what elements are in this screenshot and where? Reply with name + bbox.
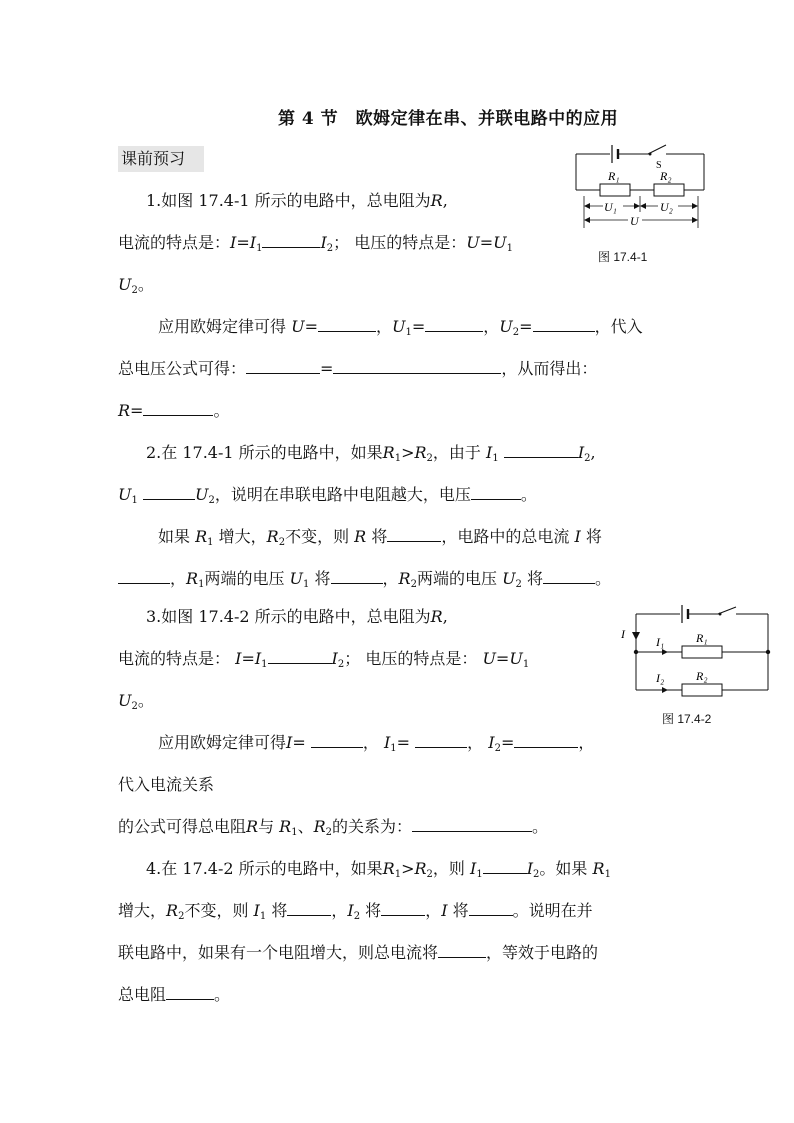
q1-line-5: 总电压公式可得： = ，从而得出： — [118, 359, 598, 378]
q3-line-4: 应用欧姆定律可得I= ， $I_1=$ ， $I_2=$ ， — [158, 733, 595, 754]
switch-blade — [648, 145, 666, 154]
resistor-r2 — [682, 684, 722, 696]
label-r1: R₁ — [608, 169, 620, 183]
q1-line-2: 电流的特点是：$I=I_1$ $I_2$； 电压的特点是：$U=U_1$ — [118, 233, 513, 254]
label-r1: R₁ — [696, 631, 708, 645]
q4-line-3: 联电路中，如果有一个电阻增大，则总电流将 ，等效于电路的 — [118, 943, 599, 962]
q4-line-1: 4.在 17.4-2 所示的电路中，如果$R_1>R_2$，则 $I_1$ $I_2$。如果 $R_1$ — [146, 859, 611, 880]
label-i2: I₂ — [656, 671, 665, 685]
q3-blank-current[interactable] — [268, 649, 332, 664]
label-i: I — [621, 627, 625, 641]
q2-blank-i[interactable] — [504, 443, 578, 458]
label-r2: R₂ — [660, 169, 672, 183]
q2-blank-r[interactable] — [387, 527, 441, 542]
q3-line-1: 3.如图 17.4-2 所示的电路中，总电阻为R, — [146, 607, 448, 626]
q3-blank-i[interactable] — [311, 733, 363, 748]
q4-blank-compare[interactable] — [483, 859, 527, 874]
q1-blank-total-right[interactable] — [333, 359, 501, 374]
q4-blank-total-current[interactable] — [438, 943, 486, 958]
switch-label: S — [656, 160, 662, 171]
q2-line-4: ，$R_1$两端的电压 $U_1$ 将 ，$R_2$两端的电压 $U_2$ 将 。 — [118, 568, 611, 596]
resistor-r1 — [682, 646, 722, 658]
q3-blank-i1[interactable] — [415, 733, 467, 748]
q4-blank-i[interactable] — [469, 901, 513, 916]
q1-line-4: 应用欧姆定律可得 U= ，$U_1=$ ，$U_2=$ ，代入 — [158, 317, 643, 338]
q3-line-2: 电流的特点是： $I=I_1$ $I_2$； 电压的特点是： $U=U_1$ — [118, 649, 530, 670]
q2-line-1: 2.在 17.4-1 所示的电路中，如果$R_1>R_2$，由于 $I_1$ $I_2$, — [146, 443, 596, 464]
q2-line-3: 如果 $R_1$ 增大，$R_2$不变，则 R 将 ，电路中的总电流 I 将 — [158, 527, 602, 548]
q2-blank-voltage[interactable] — [471, 485, 521, 500]
q4-line-2: 增大，$R_2$不变，则 $I_1$ 将 ，$I_2$ 将 ，I 将 。说明在并 — [118, 901, 593, 922]
q1-blank-current[interactable] — [262, 233, 320, 248]
resistor-r2 — [654, 184, 684, 196]
q1-blank-u1[interactable] — [425, 317, 483, 332]
q3-blank-relation[interactable] — [412, 817, 532, 832]
q1-blank-u2[interactable] — [533, 317, 595, 332]
label-r2: R₂ — [696, 669, 708, 683]
q3-blank-i2[interactable] — [514, 733, 578, 748]
q2-blank-current[interactable] — [118, 569, 170, 584]
q1-blank-r[interactable] — [143, 401, 213, 416]
q1-line-1: 1.如图 17.4-1 所示的电路中，总电阻为R, — [146, 191, 448, 210]
q1-blank-u[interactable] — [318, 317, 376, 332]
q4-blank-i2[interactable] — [381, 901, 425, 916]
q1-blank-total-left[interactable] — [246, 359, 320, 374]
q3-line-6: 的公式可得总电阻R与 $R_1$、$R_2$的关系为： 。 — [118, 817, 549, 838]
q1-line-6: R= 。 — [118, 401, 230, 420]
resistor-r1 — [600, 184, 630, 196]
label-u: U — [630, 214, 639, 228]
q2-blank-u1[interactable] — [331, 569, 383, 584]
q1-line-3: $U_2$。 — [118, 275, 154, 296]
figure-1-caption: 图 17.4-1 — [598, 250, 648, 264]
q3-line-5: 代入电流关系 — [118, 775, 215, 794]
page-title: 第 4 节 欧姆定律在串、并联电路中的应用 — [278, 109, 619, 129]
q4-blank-i1[interactable] — [287, 901, 331, 916]
q2-line-2: $U_1$ $U_2$，说明在串联电路中电阻越大，电压 。 — [118, 485, 537, 506]
label-u1: U₁ — [604, 200, 617, 214]
figure-2-caption: 图 17.4-2 — [662, 712, 712, 726]
q4-blank-total-resistance[interactable] — [166, 985, 214, 1000]
section-tag: 课前预习 — [118, 146, 204, 172]
q3-line-3: $U_2$。 — [118, 691, 154, 712]
q2-blank-u[interactable] — [143, 485, 195, 500]
q2-blank-u2[interactable] — [543, 569, 595, 584]
circuit-figure-2 — [618, 604, 776, 704]
label-u2: U₂ — [660, 200, 673, 214]
label-i1: I₁ — [656, 635, 665, 649]
q4-line-4: 总电阻 。 — [118, 985, 231, 1004]
